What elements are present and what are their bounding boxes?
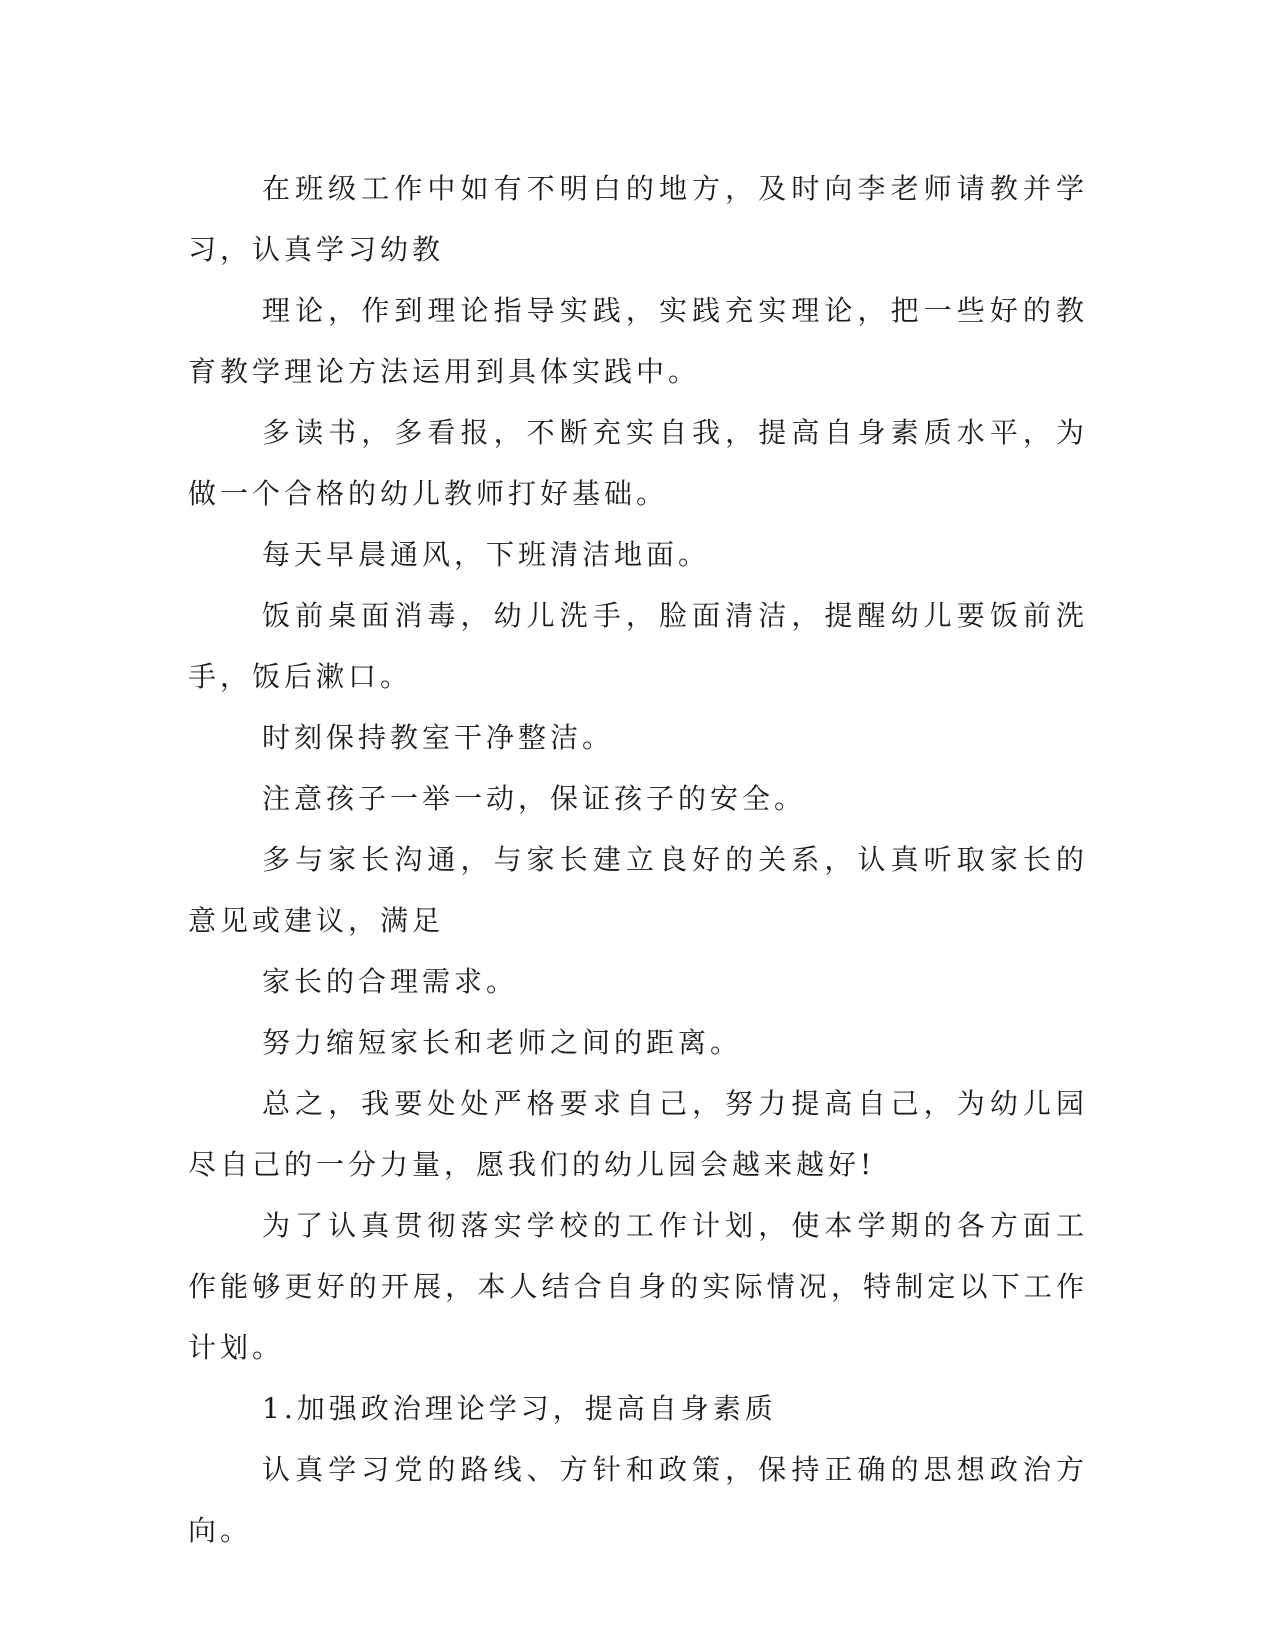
paragraph-9: 家长的合理需求。 [262, 965, 519, 998]
paragraph-13: 1.加强政治理论学习，提高自身素质 [262, 1392, 777, 1425]
paragraph-4: 每天早晨通风，下班清洁地面。 [262, 538, 711, 571]
paragraph-12: 为了认真贯彻落实学校的工作计划，使本学期的各方面工作能够更好的开展，本人结合自身的实际情况，特制定以下工作计划。 [188, 1209, 1088, 1364]
paragraph-6: 时刻保持教室干净整洁。 [262, 721, 615, 754]
paragraph-11: 总之，我要处处严格要求自己，努力提高自己，为幼儿园尽自己的一分力量，愿我们的幼儿园会越来越好! [188, 1087, 1088, 1181]
paragraph-7: 注意孩子一举一动，保证孩子的安全。 [262, 782, 807, 815]
paragraph-5: 饭前桌面消毒，幼儿洗手，脸面清洁，提醒幼儿要饭前洗手，饭后漱口。 [188, 599, 1088, 693]
paragraph-8: 多与家长沟通，与家长建立良好的关系，认真听取家长的意见或建议，满足 [188, 843, 1088, 937]
document-body [188, 158, 1088, 1561]
paragraph-10: 努力缩短家长和老师之间的距离。 [262, 1026, 743, 1059]
paragraph-3: 多读书，多看报，不断充实自我，提高自身素质水平，为做一个合格的幼儿教师打好基础。 [188, 416, 1088, 510]
paragraph-1: 在班级工作中如有不明白的地方，及时向李老师请教并学习，认真学习幼教 [188, 172, 1088, 266]
paragraph-2: 理论，作到理论指导实践，实践充实理论，把一些好的教育教学理论方法运用到具体实践中。 [188, 294, 1088, 388]
paragraph-14: 认真学习党的路线、方针和政策，保持正确的思想政治方向。 [188, 1453, 1088, 1547]
